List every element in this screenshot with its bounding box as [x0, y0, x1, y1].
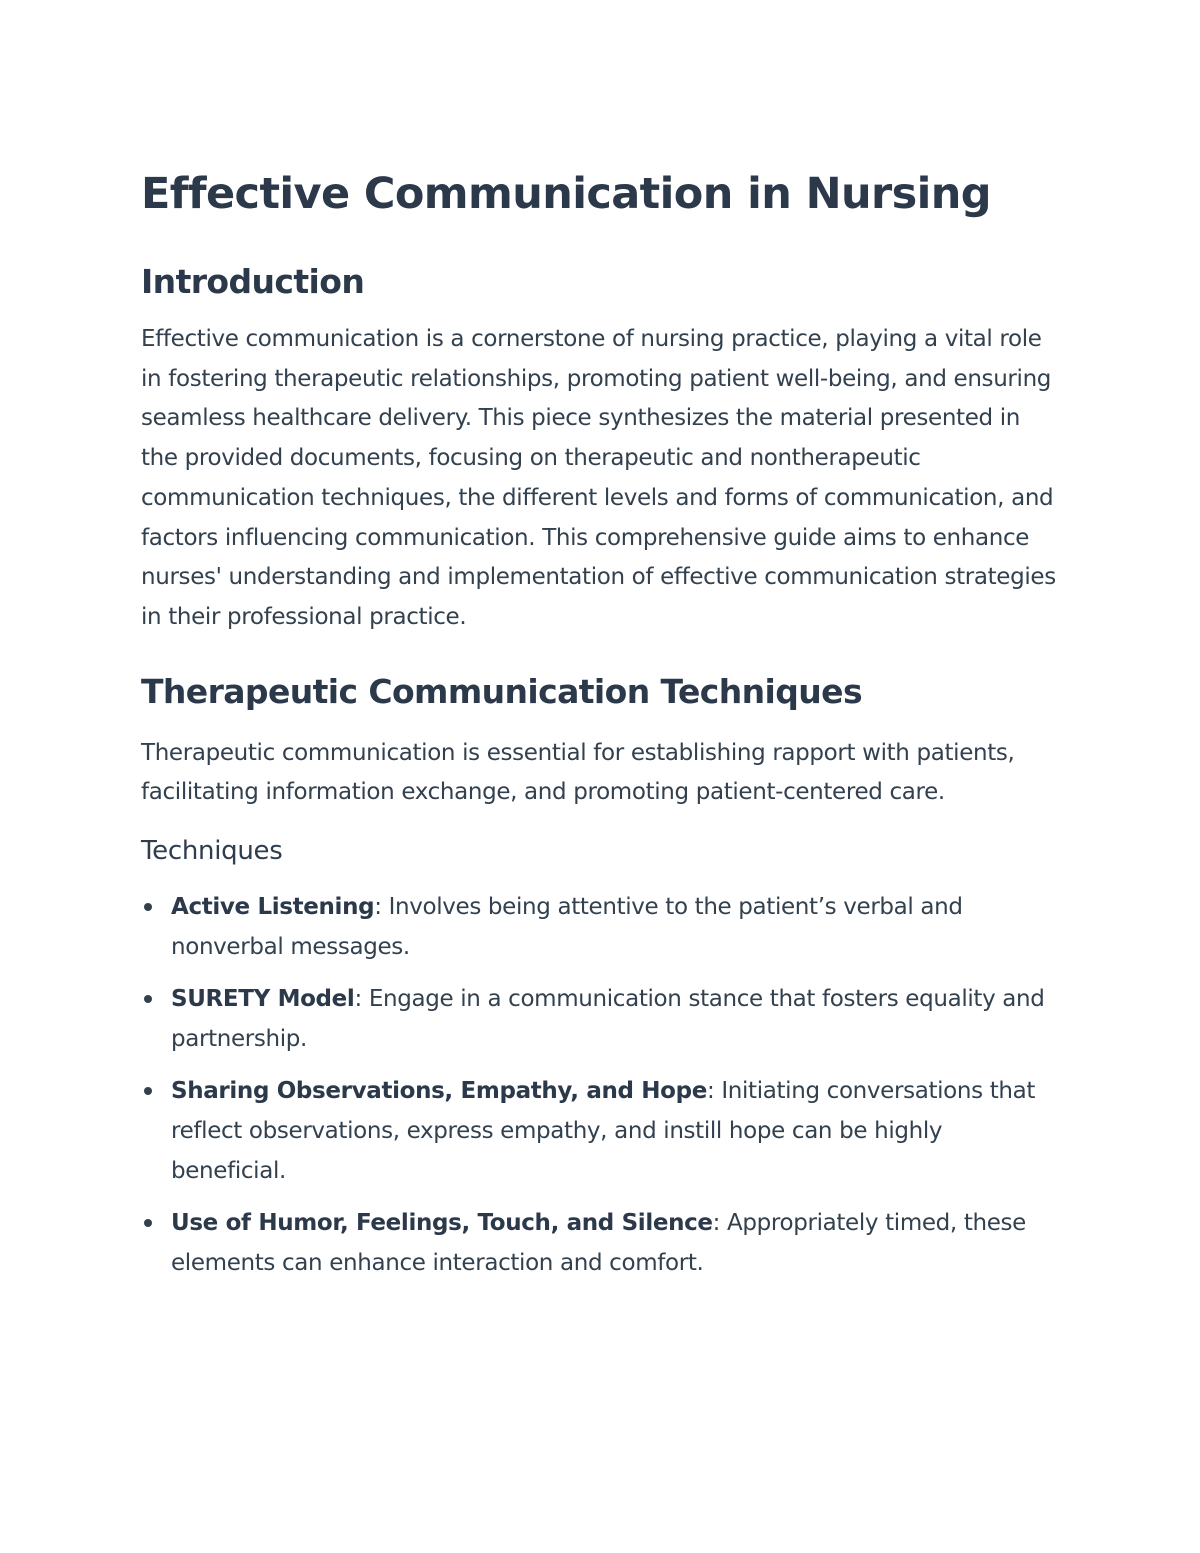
document-page	[141, 166, 1061, 1295]
technique-description: : Involves being attentive to the patient’s verbal and nonverbal messages.	[171, 894, 963, 961]
techniques-subheading: Techniques	[141, 836, 283, 867]
technique-term: Use of Humor, Feelings, Touch, and Silence	[171, 1210, 713, 1237]
bullet-icon	[144, 1087, 152, 1095]
list-item	[141, 979, 1061, 1059]
technique-description: : Appropriately timed, these elements can enhance interaction and comfort.	[171, 1210, 1026, 1277]
document-title: Effective Communication in Nursing	[141, 169, 991, 219]
technique-term: Active Listening	[171, 894, 375, 921]
list-item	[141, 1203, 1061, 1283]
list-item	[141, 887, 1061, 967]
technique-term: Sharing Observations, Empathy, and Hope	[171, 1078, 707, 1105]
technique-description: : Initiating conversations that reflect observations, express empathy, and instill hope can be highly beneficial.	[171, 1078, 1036, 1185]
therapeutic-communication-paragraph: Therapeutic communication is essential for establishing rapport with patients, facilitating information exchange, and promoting patient-centered care.	[141, 739, 1015, 806]
bullet-icon	[144, 903, 152, 911]
list-item	[141, 1071, 1061, 1191]
technique-term: SURETY Model	[171, 986, 355, 1013]
techniques-list	[141, 887, 1061, 1283]
bullet-icon	[144, 995, 152, 1003]
bullet-icon	[144, 1219, 152, 1227]
therapeutic-communication-heading: Therapeutic Communication Techniques	[141, 671, 862, 711]
introduction-paragraph: Effective communication is a cornerstone of nursing practice, playing a vital role in fostering therapeutic relationships, promoting patient well-being, and ensuring seamless healthcare delivery. This piece synthesizes the material presented in the provided documents, focusing on therapeutic and nontherapeutic communication techniques, the different levels and forms of communication, and factors influencing communication. This comprehensive guide aims to enhance nurses' understanding and implementation of effective communication strategies in their professional practice.	[141, 326, 1056, 630]
introduction-heading: Introduction	[141, 262, 365, 301]
technique-description: : Engage in a communication stance that fosters equality and partnership.	[171, 986, 1045, 1053]
